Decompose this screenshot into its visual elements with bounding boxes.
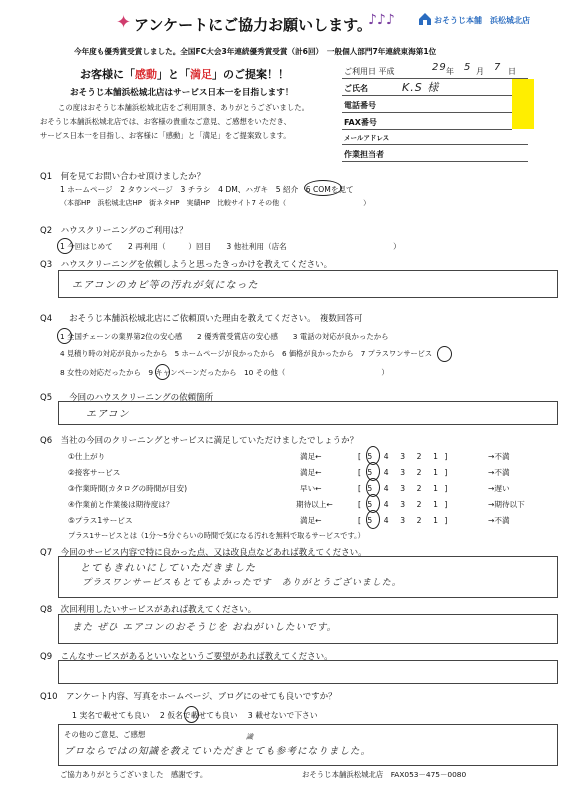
- fax-label: FAX番号: [344, 118, 377, 127]
- q6-row-3-left: 早い←: [300, 484, 322, 493]
- header: [0, 0, 566, 40]
- q4-line-2: 4 見積り時の対応が良かったから 5 ホームページが良かったから 6 価格が良かったから 7 プラスワンサービス: [60, 349, 433, 358]
- q6-row-1-left: 満足←: [300, 452, 322, 461]
- music-notes-icon: ♪♪♪: [368, 12, 395, 28]
- proposal-suffix: 」のご提案！！: [212, 68, 289, 81]
- q10-other-label: その他のご意見、ご感想: [64, 730, 146, 739]
- award-line: 今年度も優秀賞受賞しました。全国FC大会3年連続優秀賞受賞（計6回） 一般個人部門7年連続東海第1位: [74, 47, 437, 56]
- q6-row-1-label: ①仕上がり: [68, 452, 106, 461]
- q4-question: Q4 おそうじ本舗浜松城北店にご依頼頂いた理由を教えてください。 複数回答可: [40, 314, 363, 324]
- q6-row-3-right: →遅い: [488, 484, 510, 493]
- q2-options: 1 今回はじめて 2 再利用（ ）回目 3 他社利用（店名 ）: [60, 242, 401, 251]
- q3-answer: エアコンのカビ等の汚れが気になった: [72, 280, 259, 291]
- q10-correction: 識: [246, 733, 254, 741]
- customer-info: [342, 62, 528, 162]
- q6-row-5-left: 満足←: [300, 516, 322, 525]
- q9-answer-box: [58, 660, 558, 684]
- house-logo-icon: [418, 12, 432, 26]
- proposal-manzoku: 満足: [190, 68, 212, 81]
- q1-options: 1 ホームページ 2 タウンページ 3 チラシ 4 DM、ハガキ 5 紹介 6 COMを見て: [60, 185, 354, 194]
- proposal-prefix: お客様に「: [80, 68, 135, 81]
- q5-answer: エアコン: [86, 409, 130, 420]
- q8-answer: また ぜひ エアコンのおそうじを おねがいしたいです。: [72, 622, 338, 633]
- q8-question: Q8 次回利用したいサービスがあれば教えてください。: [40, 605, 257, 615]
- q6-row-4-label: ④作業前と作業後は期待度は？: [68, 500, 174, 509]
- branch-name: 浜松城北店: [490, 16, 530, 25]
- staff-label: 作業担当者: [344, 150, 384, 159]
- q6-row-5-mark: [366, 510, 380, 529]
- q6-row-4-scale: [ 5 4 3 2 1 ]: [358, 500, 450, 509]
- month-unit: 月: [476, 67, 484, 76]
- date-month: 5: [464, 62, 472, 73]
- intro-line-2: この度はおそうじ本舗浜松城北店をご利用頂き、ありがとうございました。: [58, 103, 309, 112]
- name-label: ご氏名: [344, 84, 368, 93]
- redaction-block: [512, 79, 534, 129]
- q6-row-2-scale: [ 5 4 3 2 1 ]: [358, 468, 450, 477]
- q3-question: Q3 ハウスクリーニングを依頼しようと思ったきっかけを教えてください。: [40, 260, 333, 270]
- intro-line-4: サービス日本一を目指し、お客様に「感動」と「満足」をご提案致します。: [40, 131, 291, 140]
- staff-row: [342, 145, 528, 162]
- date-row: [342, 62, 528, 79]
- q10-options: 1 実名で載せても良い 2 仮名で載せても良い 3 載せないで下さい: [72, 711, 318, 720]
- q6-row-1-scale: [ 5 4 3 2 1 ]: [358, 452, 450, 461]
- q6-row-2-right: →不満: [488, 468, 510, 477]
- intro-line-1: おそうじ本舗浜松城北店はサービス日本一を目指します！: [70, 88, 294, 98]
- q6-row-3-scale: [ 5 4 3 2 1 ]: [358, 484, 450, 493]
- q1-selected-mark: [304, 180, 342, 196]
- q1-sub: （本部HP 浜松城北店HP 街ネタHP 実績HP 比較サイト7 その他（ ）: [60, 199, 371, 207]
- q9-question: Q9 こんなサービスがあるといいなというご要望があれば教えてください。: [40, 652, 333, 662]
- q6-note: プラス1サービスとは（1分～5分ぐらいの時間で気になる汚れを無料で取るサービスです。）: [68, 531, 365, 540]
- year-unit: 年: [446, 67, 454, 76]
- q1-question: Q1 何を見てお問い合わせ頂けましたか？: [40, 172, 206, 182]
- q6-row-4-right: →期待以下: [488, 500, 525, 509]
- mail-row: [342, 130, 528, 145]
- q6-row-1-right: →不満: [488, 452, 510, 461]
- name-row: [342, 79, 512, 96]
- proposal-kando: 感動: [135, 68, 157, 81]
- mail-label: メールアドレス: [344, 134, 390, 142]
- q5-answer-box: [58, 401, 558, 425]
- q4-line-3: 8 女性の対応だったから 9 キャンペーンだったから 10 その他（ ）: [60, 368, 389, 377]
- q7-answer-line-1: とてもきれいにしていただきました: [80, 563, 256, 574]
- date-year: 29: [432, 62, 447, 73]
- day-unit: 日: [508, 67, 516, 76]
- q4-mark-7: [437, 346, 452, 362]
- q6-question: Q6 当社の今回のクリーニングとサービスに満足していただけましたでしょうか？: [40, 436, 359, 446]
- proposal-line: [80, 66, 289, 82]
- q6-row-4-left: 期待以上←: [296, 500, 333, 509]
- q5-question: Q5 今回のハウスクリーニングの依頼箇所: [40, 393, 214, 403]
- q7-answer-line-2: プラスワンサービスもとてもよかったです ありがとうございました。: [82, 578, 402, 588]
- q6-row-5-label: ⑤プラス1サービス: [68, 516, 133, 525]
- q4-mark-1: [57, 328, 72, 344]
- q6-row-3-label: ③作業時間(カタログの時間が目安): [68, 484, 188, 493]
- q6-row-5-right: →不満: [488, 516, 510, 525]
- fax-row: [342, 113, 512, 130]
- phone-label: 電話番号: [344, 101, 376, 110]
- survey-title: アンケートにご協力お願いします。: [134, 16, 372, 34]
- name-value: K.S 様: [402, 81, 440, 94]
- q10-question: Q10 アンケート内容、写真をホームページ、ブログにのせても良いですか？: [40, 692, 337, 702]
- proposal-middle: 」と「: [157, 68, 190, 81]
- footer-shop: おそうじ本舗浜松城北店 FAX053－475－0080: [302, 770, 467, 779]
- q6-row-5-scale: [ 5 4 3 2 1 ]: [358, 516, 450, 525]
- intro-line-3: おそうじ本舗浜松城北店では、お客様の貴重なご意見、ご感想をいただき、: [40, 117, 291, 126]
- q10-answer: プロならではの知識を教えていただきとても参考になりました。: [64, 746, 372, 757]
- star-icon: ✦: [116, 12, 132, 33]
- q7-question: Q7 今回のサービス内容で特に良かった点、又は改良点などあれば教えてください。: [40, 548, 367, 558]
- date-day: 7: [494, 62, 502, 73]
- brand-name: おそうじ本舗: [434, 16, 482, 25]
- footer-thanks: ご協力ありがとうございました 感謝です。: [60, 770, 208, 779]
- q2-selected-mark: [57, 238, 73, 254]
- q4-mark-9: [155, 364, 170, 380]
- date-label: ご利用日 平成: [344, 67, 395, 76]
- phone-row: [342, 96, 512, 113]
- q6-row-2-label: ②接客サービス: [68, 468, 121, 477]
- q2-question: Q2 ハウスクリーニングのご利用は？: [40, 226, 188, 236]
- q6-row-2-left: 満足←: [300, 468, 322, 477]
- q10-selected-mark: [184, 706, 199, 723]
- q4-line-1: 1 全国チェーンの業界第2位の安心感 2 優秀賞受賞店の安心感 3 電話の対応が良かったから: [60, 332, 389, 341]
